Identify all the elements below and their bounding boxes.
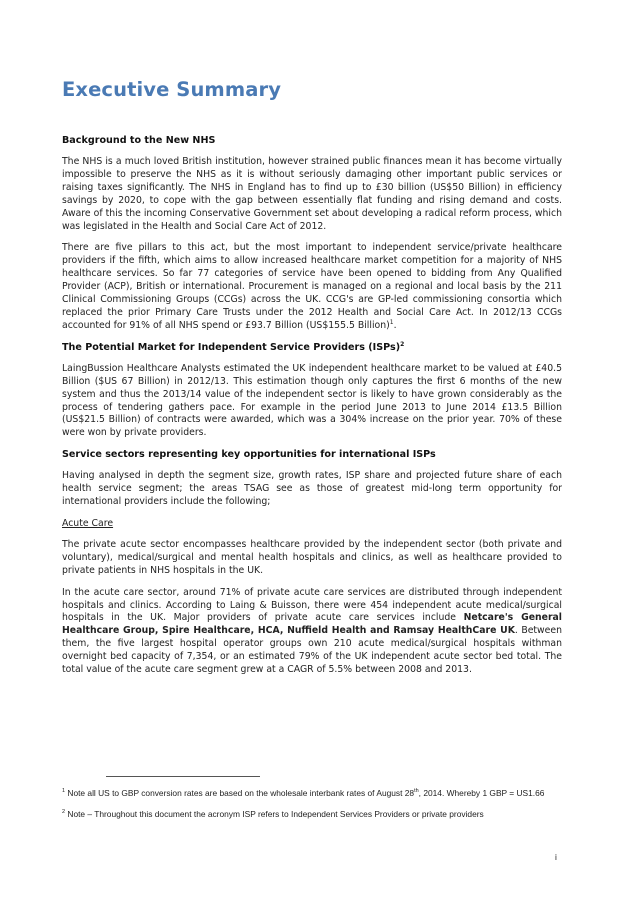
document-body <box>62 78 562 686</box>
provider-names: Netcare's General Healthcare Group, Spire Healthcare, HCA, Nuffield Health and Ramsay HealthCare UK <box>62 612 562 637</box>
footnotes <box>62 787 562 828</box>
paragraph-background-2 <box>62 242 562 332</box>
page-number: i <box>555 852 557 862</box>
footnote-2 <box>62 808 562 821</box>
footnote-mark-2: 2 <box>62 808 66 815</box>
section-heading-service-sectors: Service sectors representing key opportunities for international ISPs <box>62 449 436 461</box>
footnote-text: Note all US to GBP conversion rates are based on the wholesale interbank rates of August 28 <box>65 788 415 798</box>
footnote-1 <box>62 787 562 800</box>
section-heading-background: Background to the New NHS <box>62 135 216 146</box>
footnote-text-cont: , 2014. Whereby 1 GBP = US1.66 <box>418 788 545 798</box>
paragraph-background-1: The NHS is a much loved British institution, however strained public finances mean it has become virtually impossible to preserve the NHS as it is without seriously damaging other important public services or raising taxes significantly. The NHS in England has to find up to £30 billion (US$50 Billion) in efficiency savings by 2020, to cope with the gap between essentially flat funding and rising demand and costs. Aware of this the incoming Conservative Government set about developing a radical reform process, which was legislated in the Health and Social Care Act of 2012. <box>62 156 562 232</box>
paragraph-acute-2 <box>62 587 562 677</box>
footnote-separator <box>106 776 260 777</box>
paragraph-sectors-1: Having analysed in depth the segment size, growth rates, ISP share and projected future share of each health service segment; the areas TSAG see as those of greatest mid-long term opportunity for international providers include the following; <box>62 470 562 508</box>
page-title: Executive Summary <box>62 78 282 101</box>
paragraph-text-cont: . Between them, the five largest hospital operator groups own 210 acute medical/surgical hospitals withman overnight bed capacity of 7,354, or an estimated 79% of the UK independent acute sector bed total. The total value of the acute care segment grew at a CAGR of 5.5% between 2008 and 2013. <box>62 625 562 676</box>
footnote-mark-1: 1 <box>62 788 66 795</box>
paragraph-acute-1: The private acute sector encompasses healthcare provided by the independent sector (both private and voluntary), medical/surgical and mental health hospitals and clinics, as well as healthcare provided to private patients in NHS hospitals in the UK. <box>62 538 562 576</box>
subheading-acute-care: Acute Care <box>62 517 114 529</box>
ordinal-suffix: th <box>414 788 419 795</box>
footnote-text: Note – Throughout this document the acronym ISP refers to Independent Services Providers or private providers <box>65 808 484 819</box>
paragraph-end: . <box>393 319 397 331</box>
section-heading-potential-market <box>62 342 562 353</box>
footnote-ref-1[interactable]: 1 <box>389 318 394 326</box>
section-service-sectors <box>62 449 562 677</box>
heading-text: The Potential Market for Independent Service Providers (ISPs) <box>62 341 401 353</box>
section-background <box>62 135 562 333</box>
paragraph-text: In the acute care sector, around 71% of private acute care services are distributed through independent hospitals and clinics. According to Laing & Buisson, there were 454 independent acute medical/surgical hospitals in the UK. Major providers of private acute care services include <box>62 586 562 624</box>
section-potential-market <box>62 342 562 440</box>
paragraph-text: There are five pillars to this act, but the most important to independent service/private healthcare providers if the fifth, which aims to allow increased healthcare market competition for a majority of NHS healthcare services. So far 77 categories of service have been opened to bidding from Any Qualified Provider (ACP), British or international. Procurement is managed on a regional and local basis by the 211 Clinical Commissioning Groups (CCGs) across the UK. CCG's are GP-led commissioning consortia which replaced the prior Primary Care Trusts under the 2012 Health and Social Care Act. In 2012/13 CCGs accounted for 91% of all NHS spend or £93.7 Billion (US$155.5 Billion) <box>62 242 562 331</box>
paragraph-market-1: LaingBussion Healthcare Analysts estimated the UK independent healthcare market to be valued at £40.5 Billion ($US 67 Billion) in 2012/13. This estimation though only captures the first 6 months of the new system and thus the 2013/14 value of the independent sector is likely to have grown considerably as the process of tendering gathers pace. For example in the period June 2013 to June 2014 £13.5 Billion (US$21.5 Billion) of contracts were awarded, which was a 304% increase on the prior year. 70% of these were won by private providers. <box>62 362 562 439</box>
footnote-ref-2[interactable]: 2 <box>400 340 405 348</box>
